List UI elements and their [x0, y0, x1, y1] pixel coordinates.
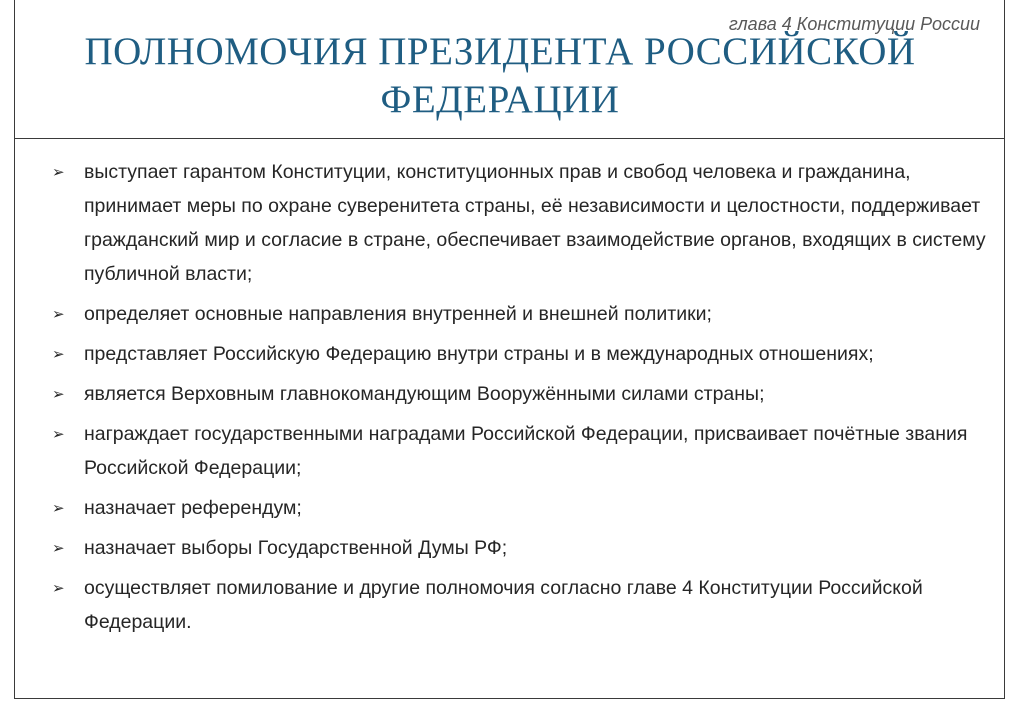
list-item	[50, 377, 990, 411]
list-item	[50, 337, 990, 371]
list-item-text: выступает гарантом Конституции, конституционных прав и свобод человека и гражданина, принимает меры по охране суверенитета страны, её независимости и целостности, поддерживает гражданский мир и согласие в стране, обеспечивает взаимодействие органов, входящих в систему публичной власти;	[84, 161, 986, 285]
arrow-bullet-icon: ➢	[52, 499, 65, 517]
list-item-text: является Верховным главнокомандующим Вооружёнными силами страны;	[84, 383, 765, 405]
arrow-bullet-icon: ➢	[52, 425, 65, 443]
list-item-text: назначает выборы Государственной Думы РФ;	[84, 537, 508, 559]
powers-list	[50, 155, 990, 639]
list-item	[50, 155, 990, 291]
arrow-bullet-icon: ➢	[52, 385, 65, 403]
page-title	[60, 28, 940, 124]
arrow-bullet-icon: ➢	[52, 305, 65, 323]
list-item-text: назначает референдум;	[84, 497, 302, 519]
list-item	[50, 571, 990, 639]
header-divider	[14, 138, 1005, 139]
list-item-text: определяет основные направления внутренней и внешней политики;	[84, 303, 712, 325]
list-item	[50, 417, 990, 485]
arrow-bullet-icon: ➢	[52, 163, 65, 181]
list-item	[50, 491, 990, 525]
chapter-note: глава 4 Конституции России	[728, 14, 980, 34]
list-item	[50, 297, 990, 331]
list-item-text: представляет Российскую Федерацию внутри страны и в международных отношениях;	[84, 343, 874, 365]
arrow-bullet-icon: ➢	[52, 539, 65, 557]
list-item-text: награждает государственными наградами Российской Федерации, присваивает почётные звания Российской Федерации;	[84, 423, 968, 479]
list-item-text: осуществляет помилование и другие полномочия согласно главе 4 Конституции Российской Федерации.	[84, 577, 923, 633]
title-line-2: ФЕДЕРАЦИИ	[380, 78, 620, 121]
arrow-bullet-icon: ➢	[52, 345, 65, 363]
list-item	[50, 531, 990, 565]
arrow-bullet-icon: ➢	[52, 579, 65, 597]
title-line-1: ПОЛНОМОЧИЯ ПРЕЗИДЕНТА РОССИЙСКОЙ	[84, 30, 916, 73]
